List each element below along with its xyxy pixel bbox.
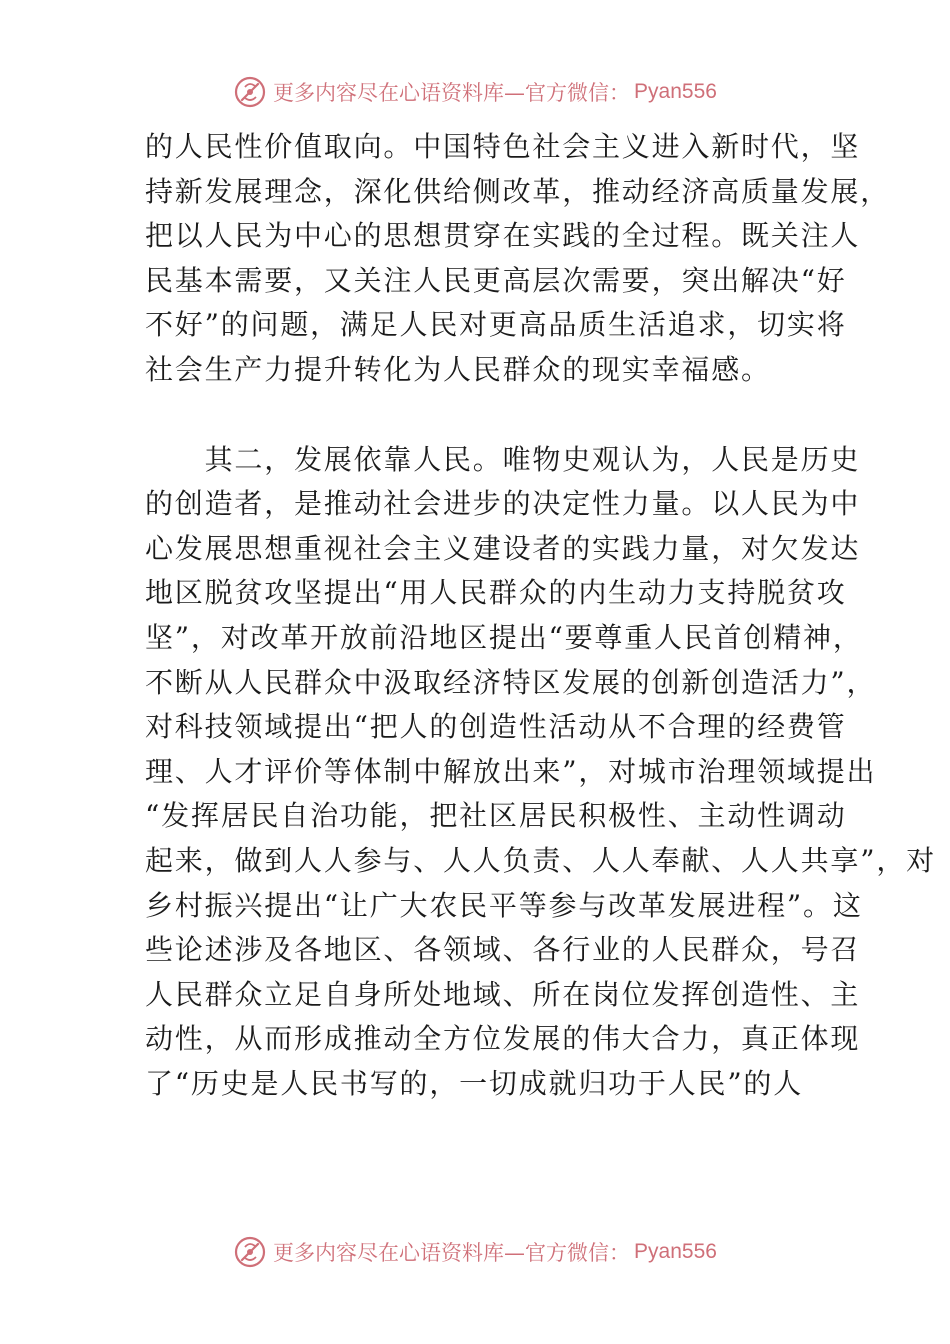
document-body xyxy=(145,125,936,1106)
paragraph-2 xyxy=(145,438,936,1107)
text-line: 不好”的问题，满足人民对更高品质生活追求，切实将 xyxy=(145,308,847,342)
text-line: 动性，从而形成推动全方位发展的伟大合力，真正体现 xyxy=(145,1022,861,1056)
text-line: 民基本需要，又关注人民更高层次需要，突出解决“好 xyxy=(145,263,847,297)
header-banner-text: 更多内容尽在心语资料库—官方微信： xyxy=(273,81,631,105)
text-line: 心发展思想重视社会主义建设者的实践力量，对欠发达 xyxy=(145,531,861,565)
library-logo-icon xyxy=(233,1235,267,1269)
text-line: 持新发展理念，深化供给侧改革，推动经济高质量发展， xyxy=(145,174,891,208)
text-line: 地区脱贫攻坚提出“用人民群众的内生动力支持脱贫攻 xyxy=(145,576,847,610)
text-line: 乡村振兴提出“让广大农民平等参与改革发展进程”。这 xyxy=(145,888,863,922)
text-line: 理、人才评价等体制中解放出来”，对城市治理领域提出 xyxy=(145,754,877,788)
header-banner xyxy=(0,72,950,112)
library-logo-icon xyxy=(233,75,267,109)
text-line: 些论述涉及各地区、各领域、各行业的人民群众，号召 xyxy=(145,933,861,967)
text-line: 把以人民为中心的思想贯穿在实践的全过程。既关注人 xyxy=(145,219,861,253)
header-banner-wechat-id: Pyan556 xyxy=(634,80,717,103)
text-line: 了“历史是人民书写的，一切成就归功于人民”的人 xyxy=(145,1066,804,1100)
text-line: 其二，发展依靠人民。唯物史观认为，人民是历史 xyxy=(145,442,861,476)
footer-banner xyxy=(0,1232,950,1272)
text-line: 社会生产力提升转化为人民群众的现实幸福感。 xyxy=(145,352,771,386)
text-line: 坚”，对改革开放前沿地区提出“要尊重人民首创精神， xyxy=(145,620,863,654)
footer-banner-wechat-id: Pyan556 xyxy=(634,1240,717,1263)
text-line: 对科技领域提出“把人的创造性活动从不合理的经费管 xyxy=(145,710,847,744)
footer-banner-text: 更多内容尽在心语资料库—官方微信： xyxy=(273,1241,631,1265)
text-line: 起来，做到人人参与、人人负责、人人奉献、人人共享”，对 xyxy=(145,843,936,877)
text-line: “发挥居民自治功能，把社区居民积极性、主动性调动 xyxy=(145,799,847,833)
paragraph-1 xyxy=(145,125,891,393)
text-line: 的人民性价值取向。中国特色社会主义进入新时代，坚 xyxy=(145,130,861,163)
text-line: 不断从人民群众中汲取经济特区发展的创新创造活力”， xyxy=(145,665,877,699)
paragraph-spacer xyxy=(145,393,825,438)
text-line: 人民群众立足自身所处地域、所在岗位发挥创造性、主 xyxy=(145,977,861,1011)
text-line: 的创造者，是推动社会进步的决定性力量。以人民为中 xyxy=(145,487,861,521)
